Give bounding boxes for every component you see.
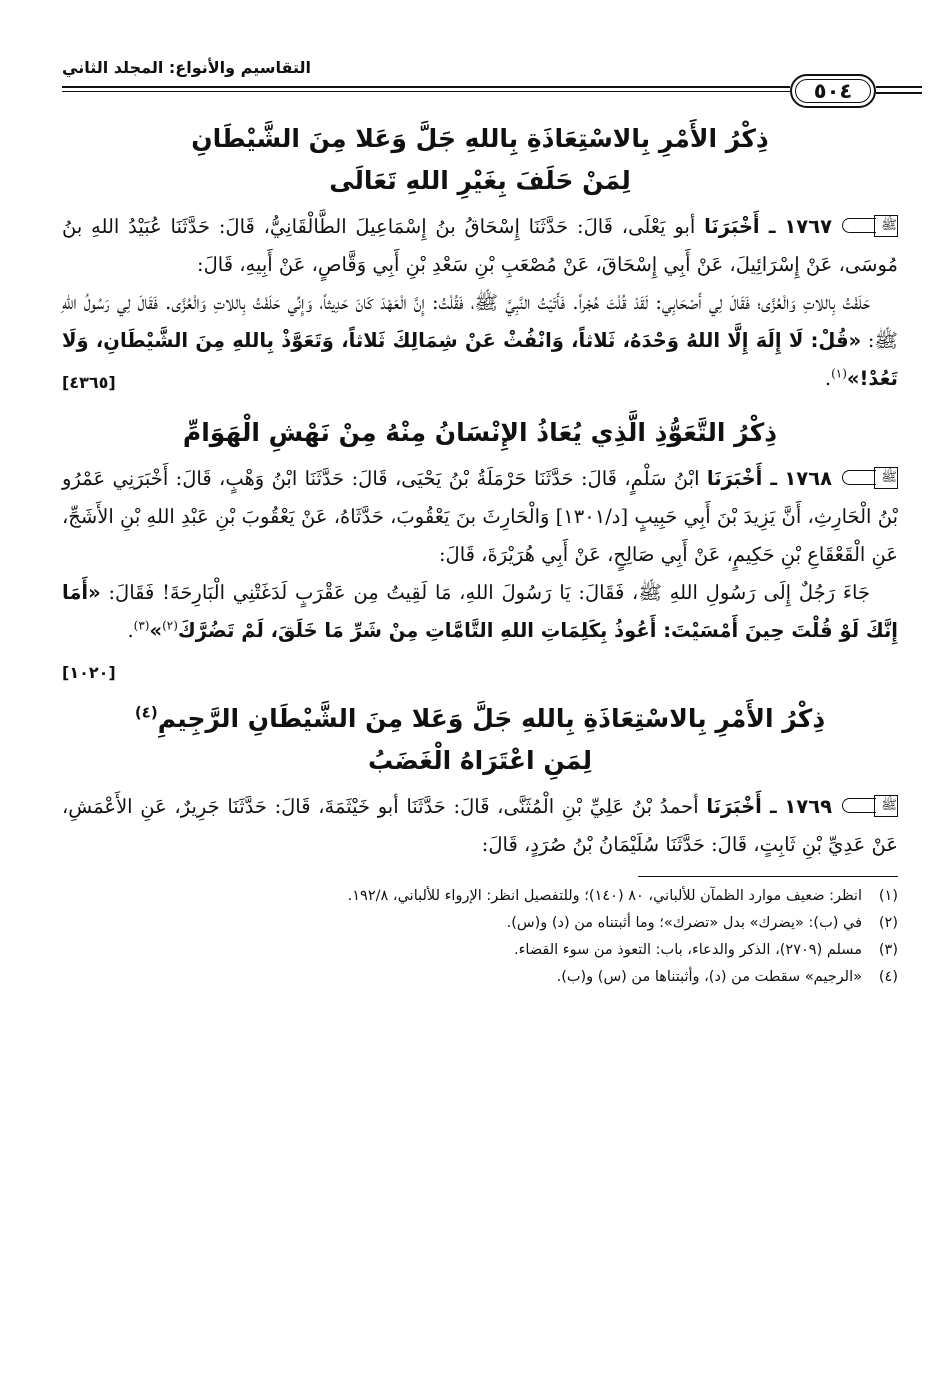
akhbarana-label: ـ أَخْبَرَنَا: [706, 467, 777, 490]
footnote-number: (١): [878, 888, 898, 904]
footnote-text: «الرجيم» سقطت من (د)، وأثبتناها من (س) و(ب).: [556, 969, 862, 985]
section-title-1-line2: لِمَنْ حَلَفَ بِغَيْرِ اللهِ تَعَالَى: [329, 166, 631, 195]
hadith-1767-matn: [62, 284, 898, 402]
footnote-ref-4[interactable]: (٤): [134, 703, 158, 722]
section-title-3-line2: لِمَنِ اعْتَرَاهُ الْغَضَبُ: [368, 746, 592, 775]
period: .: [127, 619, 134, 642]
akhbarana-label: ـ أَخْبَرَنَا: [706, 795, 777, 818]
footnote-ref-1[interactable]: (١): [831, 366, 847, 381]
section-title-2-line1: ذِكْرُ التَّعَوُّذِ الَّذِي يُعَاذُ الإِنْسَانُ مِنْهُ مِنْ نَهْشِ الْهَوَامِّ: [182, 418, 778, 447]
hadith-1767-isnad: [62, 208, 898, 284]
akhbarana-label: ـ أَخْبَرَنَا: [704, 215, 776, 238]
book-page: [62, 52, 898, 1342]
prophet-quote: «قُلْ: لَا إِلَهَ إِلَّا اللهُ وَحْدَهُ، ثَلاثاً، وَانْفُثْ عَنْ شِمَالِكَ ثَلاثاً، وَتَعَوَّذْ بِاللهِ مِنَ الشَّيْطَانِ، وَلَا تَعُدْ!»: [62, 329, 898, 390]
footnote-ref-2[interactable]: (٢): [162, 618, 178, 633]
period: .: [824, 367, 832, 390]
header-rule-left: [62, 86, 790, 92]
footnote-2: [62, 910, 898, 937]
running-head: التقاسيم والأنواع: المجلد الثاني: [62, 58, 319, 77]
hadith-1769-isnad: [62, 788, 898, 864]
quote-close: »: [149, 619, 163, 642]
section-title-1-line1: ذِكْرُ الأَمْرِ بِالاسْتِعَاذَةِ بِاللهِ جَلَّ وَعَلا مِنَ الشَّيْطَانِ: [191, 124, 769, 153]
cross-reference-number: [١٠٢٠]: [62, 663, 116, 682]
footnote-number: (٣): [878, 942, 898, 958]
footnote-4: [62, 964, 898, 991]
section-title-2: [62, 412, 898, 454]
matn-text: حَلَفْتُ بِاللاتِ وَالْعُزَّى؛ فَقَالَ لِي أَصْحَابِي: لَقَدْ قُلْتَ هُجْراً. فَأَتَيْتُ النَّبِيَّ ﷺ، فَقُلْتُ: إِنَّ الْعَهْدَ كَانَ حَدِيثاً، وَإِنِّي حَلَفْتُ بِاللاتِ وَالْعُزَّى. فَقَالَ لِي رَسُولُ اللهِ ﷺ:: [62, 291, 898, 352]
prophet-quote: «أَمَا إِنَّكَ لَوْ قُلْتَ حِينَ أَمْسَيْتَ: أَعُوذُ بِكَلِمَاتِ اللهِ التَّامَّاتِ مِنْ شَرِّ مَا خَلَقَ، لَمْ تَضُرَّكَ: [62, 581, 898, 642]
hadith-marker-icon: ﷺ: [842, 795, 898, 817]
footnote-3: [62, 937, 898, 964]
footnote-ref-3[interactable]: (٣): [133, 618, 150, 633]
isnad-text: أحمدُ بْنُ عَلِيِّ بْنِ الْمُثَنَّى، قَالَ: حَدَّثَنَا أبو خَيْثَمَةَ، قَالَ: حَدَّثَنَا جَرِيرٌ، عَنِ الأَعْمَشِ، عَنْ عَدِيِّ بْنِ ثَابِتٍ، قَالَ: حَدَّثَنَا سُلَيْمَانُ بْنُ صُرَدٍ، قَالَ:: [62, 795, 898, 856]
hadith-marker-icon: ﷺ: [842, 215, 898, 237]
hadith-number: ١٧٦٩: [784, 795, 832, 818]
cross-reference-number: [٤٣٦٥]: [62, 373, 116, 392]
page-header: [62, 52, 898, 108]
footnote-number: (٤): [878, 969, 898, 985]
isnad-text: ابْنُ سَلْمٍ، قَالَ: حَدَّثَنَا حَرْمَلَةُ بْنُ يَحْيَى، قَالَ: حَدَّثَنَا ابْنُ وَهْبٍ، قَالَ: أَخْبَرَنِي عَمْرُو بْنُ الْحَارِثِ، أَنَّ يَزِيدَ بْنَ أَبِي حَبِيبٍ [د/١٣٠١] وَالْحَارِثَ بنَ يَعْقُوبَ، حَدَّثَاهُ، عَنْ يَعْقُوبَ بْنِ عَبْدِ اللهِ بْنِ الأَشَجِّ، عَنِ الْقَعْقَاعِ بْنِ حَكِيمٍ، عَنْ أَبِي صَالِحٍ، عَنْ أَبِي هُرَيْرَةَ، قَالَ:: [62, 467, 899, 566]
footnotes: [62, 883, 898, 991]
hadith-1768-isnad: [62, 460, 898, 574]
header-rule-right: [876, 86, 922, 94]
page-number-frame: [790, 74, 876, 108]
hadith-number: ١٧٦٨: [784, 467, 832, 490]
footnote-text: انظر: ضعيف موارد الظمآن للألباني، ٨٠ (١٤٠)؛ وللتفصيل انظر: الإرواء للألباني، ١٩٢/٨.: [347, 888, 862, 904]
hadith-number: ١٧٦٧: [784, 215, 832, 238]
footnote-text: في (ب): «يضرك» بدل «تضرك»؛ وما أثبتناه من (د) و(س).: [506, 915, 862, 931]
footnote-number: (٢): [878, 915, 898, 931]
footnote-separator: [638, 876, 898, 877]
hadith-marker-icon: ﷺ: [842, 467, 898, 489]
footnote-1: [62, 883, 898, 910]
section-title-3-line1: ذِكْرُ الأَمْرِ بِالاسْتِعَاذَةِ بِاللهِ جَلَّ وَعَلا مِنَ الشَّيْطَانِ الرَّجِيمِ: [157, 704, 826, 733]
page-number: ٥٠٤: [813, 79, 853, 103]
section-title-3: [62, 698, 898, 782]
footnote-text: مسلم (٢٧٠٩)، الذكر والدعاء، باب: التعوذ من سوء القضاء.: [514, 942, 862, 958]
isnad-text: أبو يَعْلَى، قَالَ: حَدَّثَنَا إِسْحَاقُ بنُ إِسْمَاعِيلَ الطَّالْقَانِيُّ، قَالَ: حَدَّثَنَا عُبَيْدُ اللهِ بنُ مُوسَى، عَنْ إِسْرَائِيلَ، عَنْ أَبِي إِسْحَاقَ، عَنْ مُصْعَبِ بْنِ سَعْدِ بْنِ أَبِي وَقَّاصٍ، عَنْ أَبِيهِ، قَالَ:: [62, 215, 898, 276]
hadith-1768-matn: [62, 574, 898, 692]
section-title-1: [62, 118, 898, 202]
matn-text: جَاءَ رَجُلٌ إِلَى رَسُولِ اللهِ ﷺ، فَقَالَ: يَا رَسُولَ اللهِ، مَا لَقِيتُ مِن عَقْرَبٍ لَدَغَتْنِي الْبَارِحَةَ! فَقَالَ:: [100, 581, 870, 604]
